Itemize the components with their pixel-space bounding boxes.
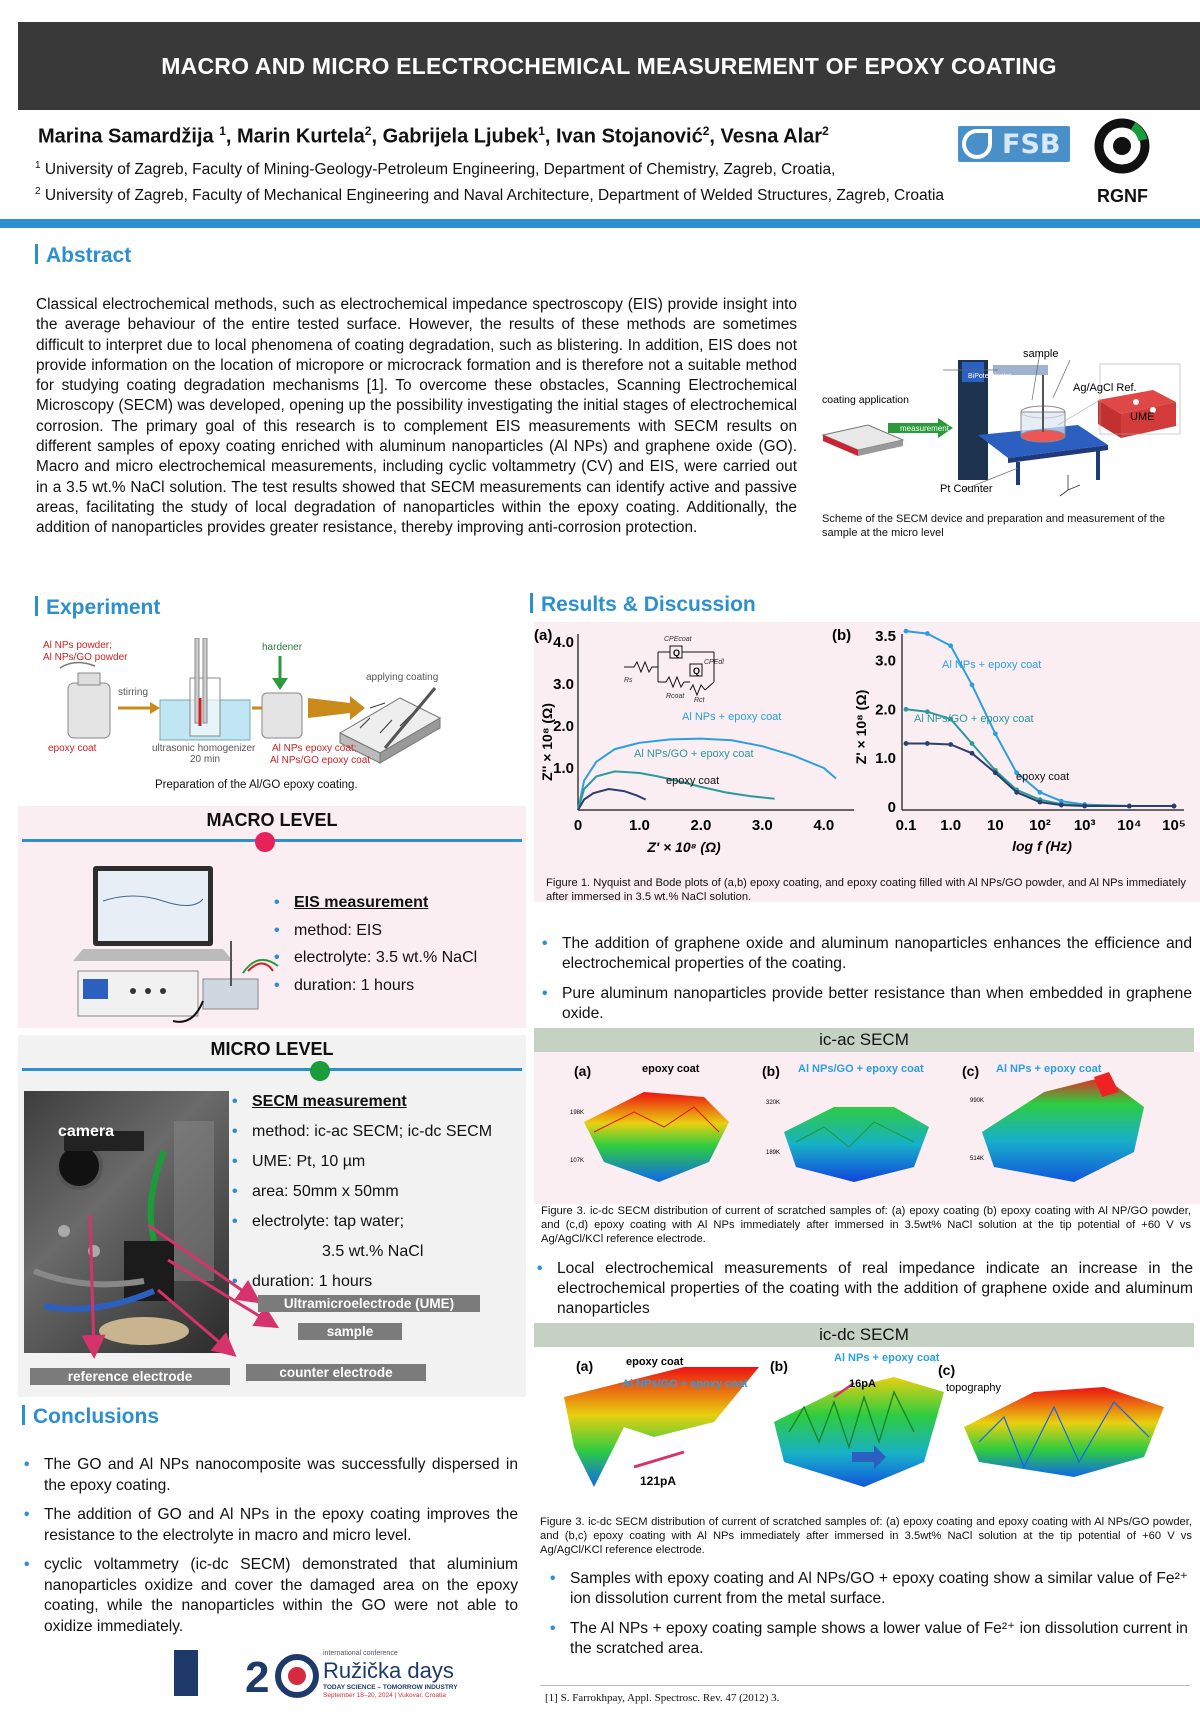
icdc-peak-label: 16pA	[849, 1378, 876, 1390]
prep-label-hardener: hardener	[262, 642, 303, 653]
nyquist-series-label: Al NPs/GO + epoxy coat	[634, 748, 754, 760]
bode-data-point	[1014, 790, 1019, 795]
conclusion-item: • cyclic voltammetry (ic-dc SECM) demonstrated that aluminium nanoparticles oxidize and cover the damaged area on the epoxy coating, while the nanoparticles within the GO were not able to oxidize immediately.	[22, 1555, 518, 1637]
result-item: • Pure aluminum nanoparticles provide better resistance than when embedded in graphene oxide.	[540, 984, 1192, 1024]
bode-data-point	[1038, 800, 1043, 805]
bode-x-tick: 10³	[1073, 817, 1096, 834]
affiliation-2: $^2$ University of Zagreb, Faculty of Mechanical Engineering and Naval Architecture, Department of Welded Structures, Zagreb, Croatia	[35, 186, 945, 205]
icac-panel-title: epoxy coat	[642, 1063, 700, 1075]
poster-title: MACRO AND MICRO ELECTROCHEMICAL MEASUREMENT OF EPOXY COATING	[161, 52, 1057, 79]
bode-y-label: Z' × 10⁸ (Ω)	[853, 689, 869, 765]
nyquist-y-tick: 1.0	[553, 760, 574, 777]
conference-side-mark	[174, 1650, 198, 1696]
bode-data-point	[993, 731, 998, 736]
reference-text: [1] S. Farrokhpay, Appl. Spectrosc. Rev. 47 (2012) 3.	[545, 1692, 780, 1704]
bode-data-point	[970, 741, 975, 746]
bode-data-point	[925, 631, 930, 636]
macro-item: • EIS measurement	[272, 889, 522, 917]
bode-x-label: log f (Hz)	[1012, 838, 1072, 854]
figure1-panel	[534, 622, 1200, 902]
svg-text:CPEdl: CPEdl	[704, 659, 724, 666]
icac-surface-b	[784, 1107, 929, 1182]
icac-panel-letter: (a)	[574, 1063, 592, 1079]
preparation-figure	[40, 638, 460, 773]
icac-panel-letter: (b)	[762, 1063, 780, 1079]
conclusion-item: • The GO and Al NPs nanocomposite was successfully dispersed in the epoxy coating.	[22, 1455, 518, 1496]
author-name: , Ivan Stojanović	[544, 125, 703, 148]
prep-label-powder1: Al NPs powder;	[43, 640, 112, 651]
icac-surface-a	[584, 1092, 729, 1182]
scheme-label-ref: Ag/AgCl Ref.	[1073, 382, 1137, 394]
results-bullets-2	[535, 1259, 1193, 1319]
affiliation-1: $^1$ University of Zagreb, Faculty of Mining-Geology-Petroleum Engineering, Department of Chemistry, Zagreb, Croatia,	[35, 160, 836, 179]
icdc-surface-b	[774, 1377, 944, 1487]
scheme-label-sample: sample	[1023, 348, 1059, 360]
results-heading: Results & Discussion	[530, 593, 756, 617]
author-name: , Marin Kurtela	[225, 125, 365, 148]
bode-series-label: Al NPs + epoxy coat	[942, 659, 1042, 671]
micro-level-panel	[18, 1035, 526, 1397]
svg-text:107K: 107K	[570, 1158, 585, 1164]
photo-label-camera: camera	[58, 1123, 115, 1140]
nyquist-panel-letter: (a)	[534, 627, 553, 644]
svg-text:990K: 990K	[970, 1098, 985, 1104]
svg-text:2: 2	[245, 1653, 270, 1700]
icdc-panel	[534, 1347, 1200, 1517]
bode-series-label: Al NPs/GO + epoxy coat	[914, 713, 1034, 725]
secm-scheme-figure	[818, 340, 1188, 510]
icac-secm-band: ic-ac SECM	[534, 1028, 1194, 1052]
author-affil: 2	[822, 124, 829, 138]
nyquist-series-label: Al NPs + epoxy coat	[682, 711, 782, 723]
icac-panel-title: Al NPs/GO + epoxy coat	[798, 1063, 924, 1075]
bode-x-tick: 10	[986, 817, 1004, 834]
nyquist-y-tick: 4.0	[553, 634, 574, 651]
bode-y-tick: 0	[887, 799, 896, 816]
experiment-heading: Experiment	[35, 596, 160, 620]
author-name: , Gabrijela Ljubek	[371, 125, 539, 148]
conclusions-list	[22, 1455, 518, 1637]
icdc-caption: Figure 3. ic-dc SECM distribution of current of scratched samples of: (a) epoxy coating and epoxy coating with Al NPs/GO powder, and (b,c) epoxy coating with Al NPs immediately after immersed in 3.5wt% NaCl solution at the tip potential of +60 V vs Ag/AgCl/KCl reference electrode.	[540, 1516, 1192, 1556]
prep-label-stirring: stirring	[118, 687, 149, 698]
micro-item: • duration: 1 hours	[230, 1267, 522, 1297]
bode-data-point	[925, 741, 930, 746]
bode-y-tick: 3.5	[875, 628, 896, 645]
micro-item: • method: ic-ac SECM; ic-dc SECM	[230, 1117, 522, 1147]
conclusion-item: • The addition of GO and Al NPs in the epoxy coating improves the resistance to the electrolyte in macro and micro level.	[22, 1505, 518, 1546]
icdc-panel-letter: (a)	[576, 1358, 594, 1374]
icac-panel	[534, 1052, 1200, 1204]
scheme-label-coating: coating application	[822, 394, 909, 406]
rgnf-logo	[1093, 118, 1151, 210]
author-affil: 2	[364, 124, 372, 138]
fsb-logo: FSB	[958, 126, 1070, 162]
result-item: • Local electrochemical measurements of real impedance indicate an increase in the electrochemical properties of the coating with the addition of graphene oxide and aluminum nanoparticles	[535, 1259, 1193, 1319]
bode-y-tick: 2.0	[875, 701, 896, 719]
results-bullets-3	[548, 1569, 1188, 1659]
header-divider	[0, 219, 1200, 228]
micro-level-title: MICRO LEVEL	[210, 1039, 334, 1059]
photo-label-counter: counter electrode	[246, 1364, 426, 1381]
svg-text:Rct: Rct	[694, 697, 705, 704]
icdc-panel-title: epoxy coat	[626, 1356, 684, 1368]
nyquist-x-tick: 4.0	[813, 817, 835, 834]
scheme-label-measurement: measurement	[900, 424, 949, 433]
macro-item: • electrolyte: 3.5 wt.% NaCl	[272, 944, 522, 972]
svg-text:189K: 189K	[766, 1150, 781, 1156]
prep-label-epoxy: epoxy coat	[48, 743, 97, 754]
svg-text:514K: 514K	[970, 1156, 985, 1162]
scheme-label-ume: UME	[1130, 411, 1155, 423]
nyquist-x-label: Z' × 10⁸ (Ω)	[647, 839, 721, 855]
prep-label-mix1: Al NPs epoxy coat;	[272, 743, 357, 754]
prep-caption: Preparation of the Al/GO epoxy coating.	[155, 779, 358, 791]
prep-label-homogenizer: ultrasonic homogenizer	[152, 743, 256, 754]
icac-caption: Figure 3. ic-dc SECM distribution of current of scratched samples of: (a) epoxy coating (b) epoxy coating with Al NP/GO powder, and (c,d) epoxy coating with Al NPs immediately after immersed in 3.5wt% NaCl solution at the tip potential of +60 V vs Ag/AgCl/KCl reference electrode.	[541, 1205, 1191, 1245]
macro-item: • duration: 1 hours	[272, 972, 522, 1000]
prep-label-mix2: Al NPs/GO epoxy coat	[270, 755, 371, 766]
nyquist-x-tick: 3.0	[751, 817, 773, 834]
photo-label-sample: sample	[298, 1323, 402, 1340]
bode-data-point	[1127, 804, 1132, 809]
micro-item: • electrolyte: tap water;	[230, 1207, 522, 1237]
icac-panel-title: Al NPs + epoxy coat	[996, 1063, 1102, 1075]
bode-data-point	[904, 741, 909, 746]
icdc-panel-letter: (b)	[770, 1358, 788, 1374]
bode-data-point	[993, 770, 998, 775]
bode-data-point	[1059, 803, 1064, 808]
ruzicka-days-logo: 2 international conference Ružička days TODAY SCIENCE – TOMORROW INDUSTRY September 18–20, 2024 | Vukovar, Croatia	[245, 1650, 458, 1700]
bode-data-point	[970, 751, 975, 756]
micro-item: • SECM measurement	[230, 1087, 522, 1117]
fsb-mark-icon	[962, 129, 992, 159]
macro-level-title: MACRO LEVEL	[206, 810, 338, 830]
bode-x-tick: 1.0	[940, 817, 962, 834]
nyquist-x-tick: 0	[573, 817, 583, 834]
nyquist-y-tick: 2.0	[553, 718, 574, 735]
prep-label-applying: applying coating	[366, 672, 439, 683]
icdc-surfaces	[534, 1347, 1200, 1517]
icdc-panel-title: topography	[946, 1382, 1002, 1394]
author-list	[38, 124, 829, 149]
result-item: • Samples with epoxy coating and Al NPs/GO + epoxy coating show a similar value of Fe²⁺ ion dissolution current from the metal surface.	[548, 1569, 1188, 1609]
svg-text:198K: 198K	[570, 1110, 585, 1116]
results-bullets-1	[540, 934, 1192, 1024]
icac-surface-c	[982, 1077, 1144, 1182]
icdc-secm-band: ic-dc SECM	[534, 1323, 1194, 1347]
author-affil: 1	[538, 124, 545, 138]
icac-panel-letter: (c)	[962, 1063, 980, 1079]
icdc-panel-title: Al NPs + epoxy coat	[834, 1352, 940, 1364]
nyquist-series-label: epoxy coat	[666, 775, 720, 787]
micro-item-cont: 3.5 wt.% NaCl	[322, 1243, 424, 1260]
author-affil: 2	[702, 124, 710, 138]
bode-y-tick: 3.0	[875, 652, 896, 670]
bode-x-tick: 0.1	[895, 817, 917, 834]
prep-label-duration: 20 min	[190, 754, 221, 765]
macro-level-panel	[18, 806, 526, 1028]
bode-data-point	[1172, 804, 1177, 809]
nyquist-y-tick: 3.0	[553, 676, 574, 693]
macro-item: • method: EIS	[272, 917, 522, 945]
macro-level-dot	[255, 832, 275, 852]
nyquist-x-tick: 2.0	[690, 817, 712, 834]
svg-text:Q: Q	[693, 666, 701, 676]
bode-panel-letter: (b)	[832, 627, 852, 644]
photo-label-reference: reference electrode	[30, 1368, 230, 1385]
bode-data-point	[948, 643, 953, 648]
scheme-label-counter: Pt Counter	[940, 483, 993, 495]
bode-y-tick: 1.0	[875, 750, 896, 768]
icdc-panel-letter: (c)	[938, 1362, 956, 1378]
bode-x-tick: 10²	[1029, 817, 1051, 834]
bode-series-label: epoxy coat	[1016, 771, 1070, 783]
abstract-heading: Abstract	[35, 244, 131, 268]
eis-setup-photo	[73, 861, 293, 1026]
icdc-peak-label: 121pA	[640, 1474, 677, 1488]
bode-data-point	[904, 629, 909, 634]
result-item: • The Al NPs + epoxy coating sample shows a lower value of Fe²⁺ ion dissolution current in the scratched area.	[548, 1619, 1188, 1659]
micro-item: • UME: Pt, 10 µm	[230, 1147, 522, 1177]
svg-text:Q: Q	[673, 648, 681, 658]
photo-label-ume: Ultramicroelectrode (UME)	[258, 1295, 480, 1312]
nyquist-y-label: Z'' × 10⁸ (Ω)	[539, 703, 555, 781]
bode-x-tick: 10⁴	[1117, 817, 1142, 834]
reference-divider	[540, 1685, 1190, 1686]
icac-surfaces	[534, 1052, 1200, 1204]
scheme-caption: Scheme of the SECM device and preparation and measurement of the sample at the micro level	[822, 513, 1166, 539]
figure1-plots	[534, 622, 1200, 902]
equivalent-circuit-icon	[624, 636, 724, 704]
svg-text:320K: 320K	[766, 1100, 781, 1106]
macro-level-list	[272, 889, 522, 999]
micro-level-list	[230, 1087, 522, 1297]
bode-data-point	[970, 682, 975, 687]
author-name: Marina Samardžija	[38, 125, 220, 148]
bode-data-point	[1082, 804, 1087, 809]
bode-x-tick: 10⁵	[1162, 817, 1186, 834]
svg-text:Rcoat: Rcoat	[666, 693, 685, 700]
micro-item: • area: 50mm x 50mm	[230, 1177, 522, 1207]
svg-text:Rs: Rs	[624, 677, 633, 684]
icdc-surface-c	[964, 1387, 1164, 1477]
bode-data-point	[1038, 790, 1043, 795]
author-affil: 1	[219, 124, 226, 138]
abstract-text: Classical electrochemical methods, such as electrochemical impedance spectroscopy (EIS) provide insight into the average behaviour of the entire tested surface. However, the results of these methods are sometimes difficult to interpret due to local phenomena of coating degradation, such as blistering. In addition, EIS does not provide information on the location of micropore or microcrack formation and is therefore not a suitable method for studying coating degradation mechanisms [1]. To overcome these obstacles, Scanning Electrochemical Microscopy (SECM) was developed, opening up the possibility investigating the initial stages of electrochemical corrosion. The primary goal of this research is to complement EIS measurements with SECM results on different samples of epoxy coating enriched with aluminum nanoparticles (Al NPs) and graphene oxide (GO). Macro and micro electrochemical measurements, including cyclic voltammetry (CV) and EIS, were carried out in a 3.5 wt.% NaCl solution. The test results showed that SECM measurements can identify active and passive areas, facilitating the study of local degradation of nanoparticles within the epoxy coating. Additionally, the addition of nanoparticles provides greater resistance, thereby improving anti-corrosion protection.	[36, 296, 797, 537]
svg-text:CPEcoat: CPEcoat	[664, 636, 692, 643]
conclusions-heading: Conclusions	[22, 1405, 159, 1429]
result-item: • The addition of graphene oxide and aluminum nanoparticles enhances the efficience and electrochemical properties of the coating.	[540, 934, 1192, 974]
nyquist-series-line	[578, 789, 646, 810]
figure1-caption: Figure 1. Nyquist and Bode plots of (a,b) epoxy coating, and epoxy coating filled with Al NPs/GO powder, and Al NPs immediately after immersed in 3.5 wt.% NaCl solution.	[546, 877, 1186, 903]
rgnf-logo-text: RGNF	[1097, 186, 1148, 206]
bode-data-point	[904, 707, 909, 712]
scheme-label-bipotentiostat: BiPotentiostat	[968, 373, 1012, 380]
poster-title-bar	[18, 22, 1200, 110]
icdc-panel-title: Al NPs/GO + epoxy coat	[622, 1378, 748, 1390]
nyquist-x-tick: 1.0	[629, 817, 650, 834]
bode-data-point	[948, 742, 953, 747]
prep-label-powder2: Al NPs/GO powder	[43, 652, 128, 663]
ruzicka-20-icon	[245, 1650, 325, 1700]
author-name: , Vesna Alar	[709, 125, 823, 148]
